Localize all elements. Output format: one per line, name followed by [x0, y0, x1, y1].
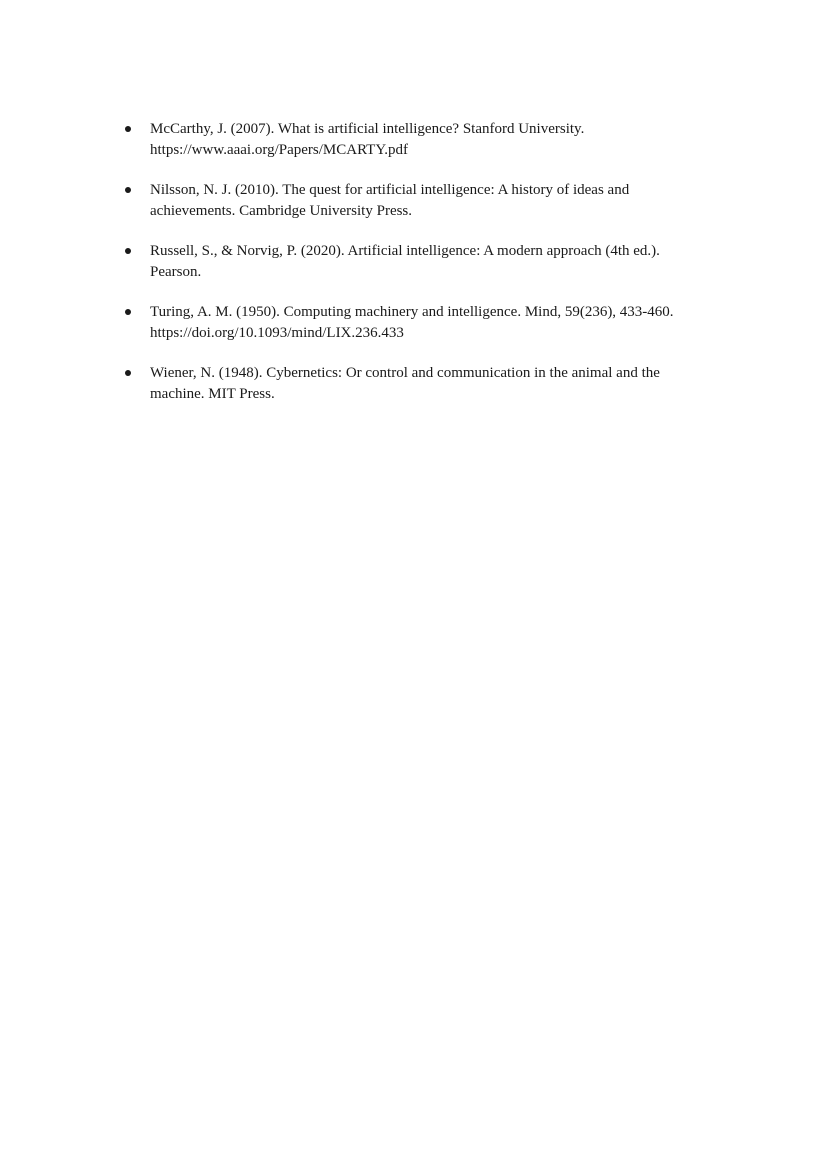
reference-text: Turing, A. M. (1950). Computing machinery and intelligence. Mind, 59(236), 433-460.: [150, 304, 674, 320]
reference-item-nilsson: [128, 180, 708, 221]
reference-text-continued: achievements. Cambridge University Press.: [150, 202, 413, 219]
reference-item-wiener: [128, 363, 708, 404]
reference-text-continued: Pearson.: [150, 263, 202, 280]
reference-item-turing: [128, 302, 708, 343]
reference-text: Russell, S., & Norvig, P. (2020). Artificial intelligence: A modern approach (4th ed.).: [150, 243, 660, 259]
reference-list: [128, 119, 708, 424]
reference-item-mccarthy: [128, 119, 708, 160]
reference-text: McCarthy, J. (2007). What is artificial intelligence? Stanford University.: [150, 121, 585, 137]
reference-url: https://doi.org/10.1093/mind/LIX.236.433: [150, 324, 404, 341]
reference-text: Nilsson, N. J. (2010). The quest for artificial intelligence: A history of ideas and: [150, 182, 630, 198]
reference-item-russell: [128, 241, 708, 282]
reference-text: Wiener, N. (1948). Cybernetics: Or control and communication in the animal and the: [150, 365, 660, 381]
reference-url: https://www.aaai.org/Papers/MCARTY.pdf: [150, 141, 408, 158]
reference-text-continued: machine. MIT Press.: [150, 385, 275, 402]
